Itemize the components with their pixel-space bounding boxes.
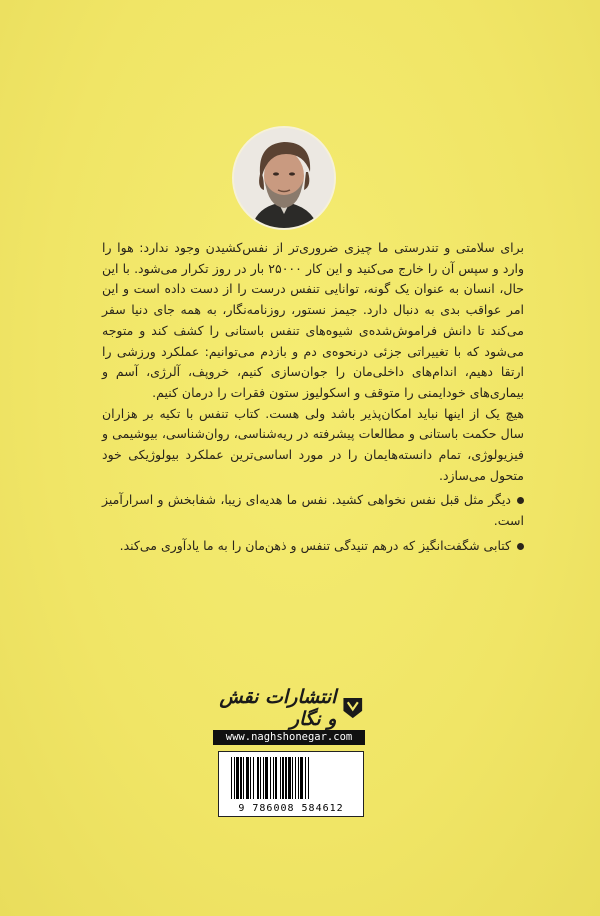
barcode-bar xyxy=(263,757,264,799)
barcode-bar xyxy=(265,757,268,799)
description-paragraph: هیچ یک از اینها نباید امکان‌پذیر باشد ولی هست. کتاب تنفس با تکیه بر هزاران سال حکمت باستانی و مطالعات پیشرفته در ریه‌شناسی، روان‌شناسی، بیوشیمی و فیزیولوژی، تمام دانسته‌هایمان را در مورد اساسی‌ترین عملکرد بیولوژیکی خود متحول می‌سازد. xyxy=(102,405,524,483)
barcode-bar xyxy=(253,757,254,799)
quote-bullet xyxy=(102,536,524,557)
barcode-bar xyxy=(250,757,251,799)
barcode-bar xyxy=(282,757,284,799)
quote-bullet xyxy=(102,490,524,531)
barcode-bar xyxy=(280,757,281,799)
book-description xyxy=(102,238,524,557)
barcode-bar xyxy=(234,757,235,799)
publisher-emblem-icon xyxy=(342,692,364,724)
barcode-bar xyxy=(285,757,287,799)
isbn-number: 9 786008 584612 xyxy=(238,803,344,814)
barcode-bar xyxy=(231,757,232,799)
barcode-bar xyxy=(300,757,303,799)
quote-text: دیگر مثل قبل نفس نخواهی کشید. نفس ما هدیه‌ای زیبا، شفابخش و اسرارآمیز است. xyxy=(102,492,524,529)
description-paragraph: برای سلامتی و تندرستی ما چیزی ضروری‌تر از نفس‌کشیدن وجود ندارد: هوا را وارد و سپس آن را خارج می‌کنید و این کار ۲۵۰۰۰ بار در روز تکرار می‌شود. با این حال، انسان به عنوان یک گونه، توانایی تنفس درست را از دست داده است و این امر عواقب بدی به دنبال دارد. جیمز نستور، روزنامه‌نگار، به همه جای دنیا سفر می‌کند تا دانش فراموش‌شده‌ی شیوه‌های تنفس باستانی را کشف کند و متوجه می‌شود که با تغییراتی جزئی درنحوه‌ی دم و بازدم می‌توانیم: عملکرد ورزشی را ارتقا دهیم، اندام‌های داخلی‌مان را جوان‌سازی کنیم، خروپف، آلرژی، آسم و بیماری‌های خودایمنی را متوقف و اسکولیوز ستون فقرات را درمان کنیم. xyxy=(102,240,525,400)
publisher-name: انتشارات نقش و نگار xyxy=(219,686,337,730)
publisher-website: www.naghshonegar.com xyxy=(213,730,365,745)
barcode-bar xyxy=(246,757,249,799)
barcode-bar xyxy=(236,757,239,799)
barcode-bar xyxy=(257,757,259,799)
barcode-bar xyxy=(308,757,309,799)
publisher-logo xyxy=(214,686,364,730)
barcode-bar xyxy=(298,757,299,799)
barcode-bar xyxy=(288,757,291,799)
barcode-bar xyxy=(240,757,242,799)
bullet-icon xyxy=(517,543,524,550)
barcode-bar xyxy=(260,757,261,799)
barcode xyxy=(218,751,364,817)
barcode-bar xyxy=(275,757,277,799)
barcode-bar xyxy=(305,757,306,799)
barcode-bars xyxy=(219,755,363,803)
author-photo xyxy=(234,128,334,228)
barcode-bar xyxy=(270,757,271,799)
quote-text: کتابی شگفت‌انگیز که درهم تنیدگی تنفس و ذهن‌مان را به ما یادآوری می‌کند. xyxy=(119,537,511,553)
barcode-bar xyxy=(292,757,293,799)
author-portrait-image xyxy=(234,128,334,228)
barcode-bar xyxy=(273,757,274,799)
barcode-bar xyxy=(295,757,296,799)
barcode-bar xyxy=(243,757,244,799)
bullet-icon xyxy=(517,497,524,504)
